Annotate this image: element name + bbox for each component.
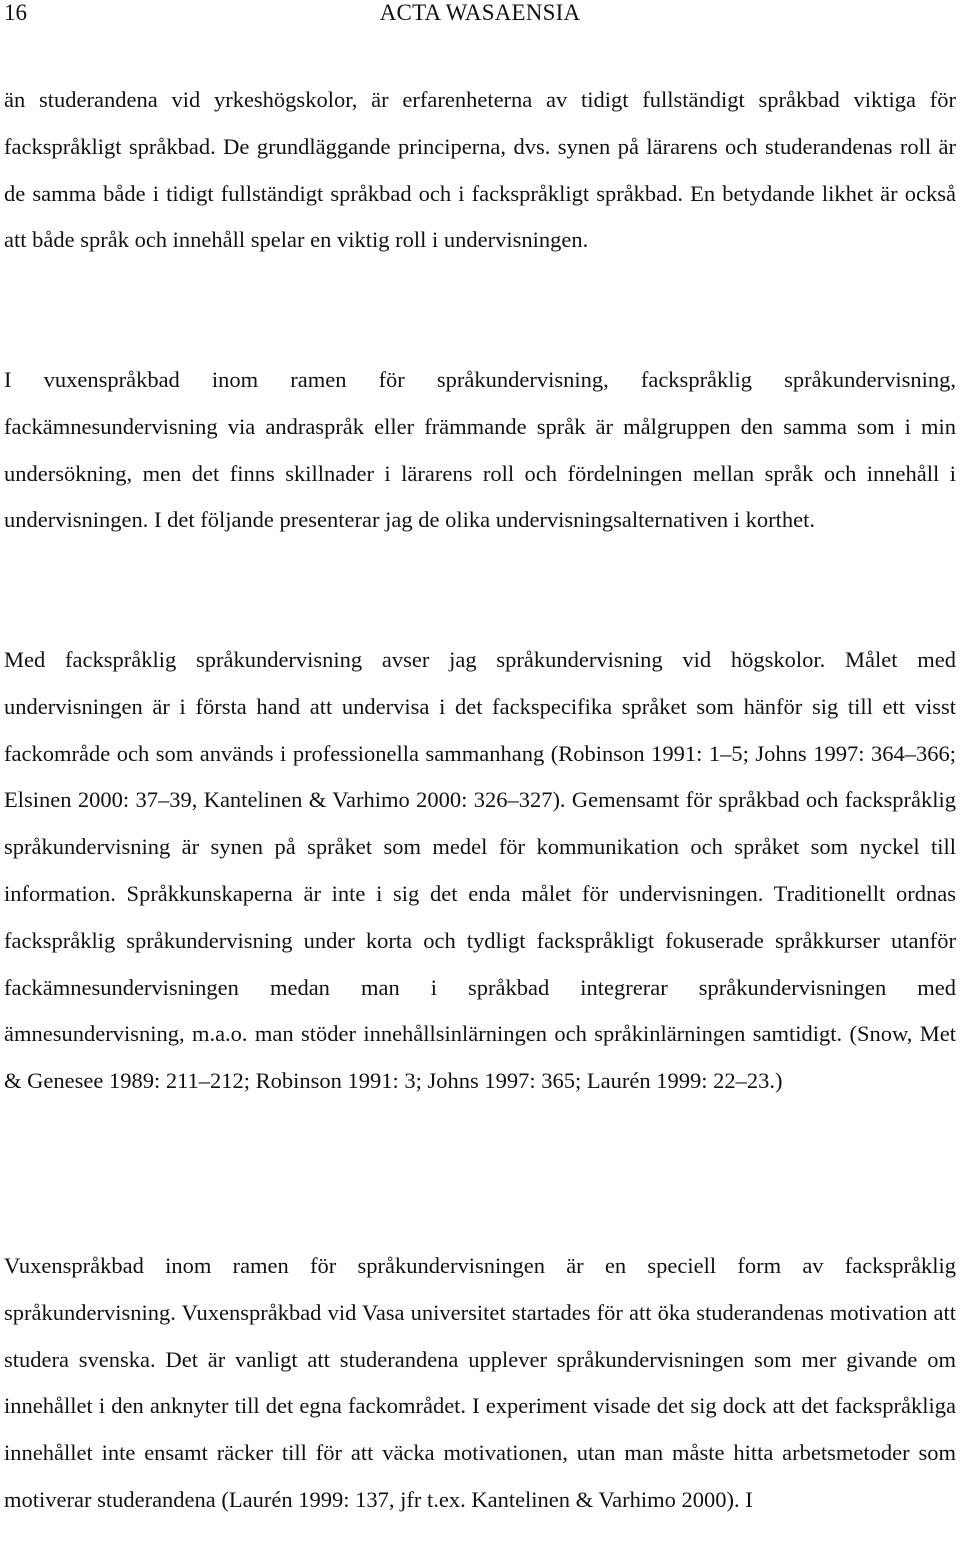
page-number: 16 bbox=[4, 0, 27, 25]
page-header bbox=[4, 0, 956, 30]
paragraph-1 bbox=[4, 77, 956, 264]
paragraph-text: Med fackspråklig språkundervisning avser jag språkundervisning vid högskolor. Målet med undervisningen är i första hand att undervisa i det fackspecifika språket som hänför sig till ett visst fackområde och som används i professionella sammanhang (Robinson 1991: 1–5; Johns 1997: 364–366; Elsinen 2000: 37–39, Kantelinen & Varhimo 2000: 326–327). Gemensamt för språkbad och fackspråklig språkundervisning är synen på språket som medel för kommunikation och språket som nyckel till information. Språkkunskaperna är inte i sig det enda målet för undervisningen. Traditionellt ordnas fackspråklig språkundervisning under korta och tydligt fackspråkligt fokuserade språkkurser utanför fackämnesundervisningen medan man i språkbad integrerar språkundervisningen med ämnesundervisning, m.a.o. man stöder innehållsinlärningen och språkinlärningen samtidigt. (Snow, Met & Genesee 1989: 211–212; Robinson 1991: 3; Johns 1997: 365; Laurén 1999: 22–23.) bbox=[4, 647, 956, 1094]
paragraph-4 bbox=[4, 1243, 956, 1524]
paragraph-3 bbox=[4, 637, 956, 1105]
paragraph-text: Vuxenspråkbad inom ramen för språkundervisningen är en speciell form av fackspråklig språkundervisning. Vuxenspråkbad vid Vasa universitet startades för att öka studerandenas motivation att studera svenska. Det är vanligt att studerandena upplever språkundervisningen som mer givande om innehållet i den anknyter till det egna fackområdet. I experiment visade det sig dock att det fackspråkliga innehållet inte ensamt räcker till för att väcka motivationen, utan man måste hitta arbetsmetoder som motiverar studerandena (Laurén 1999: 137, jfr t.ex. Kantelinen & Varhimo 2000). I bbox=[4, 1253, 956, 1512]
paragraph-text: än studerandena vid yrkeshögskolor, är erfarenheterna av tidigt fullständigt språkbad viktiga för fackspråkligt språkbad. De grundläggande principerna, dvs. synen på lärarens och studerandenas roll är de samma både i tidigt fullständigt språkbad och i fackspråkligt språkbad. En betydande likhet är också att både språk och innehåll spelar en viktig roll i undervisningen. bbox=[4, 87, 956, 253]
paragraph-2 bbox=[4, 357, 956, 544]
running-title: ACTA WASAENSIA bbox=[379, 0, 581, 25]
paragraph-text: I vuxenspråkbad inom ramen för språkundervisning, fackspråklig språkundervisning, fackämnesundervisning via andraspråk eller främmande språk är målgruppen den samma som i min undersökning, men det finns skillnader i lärarens roll och fördelningen mellan språk och innehåll i undervisningen. I det följande presenterar jag de olika undervisningsalternativen i korthet. bbox=[4, 367, 956, 533]
